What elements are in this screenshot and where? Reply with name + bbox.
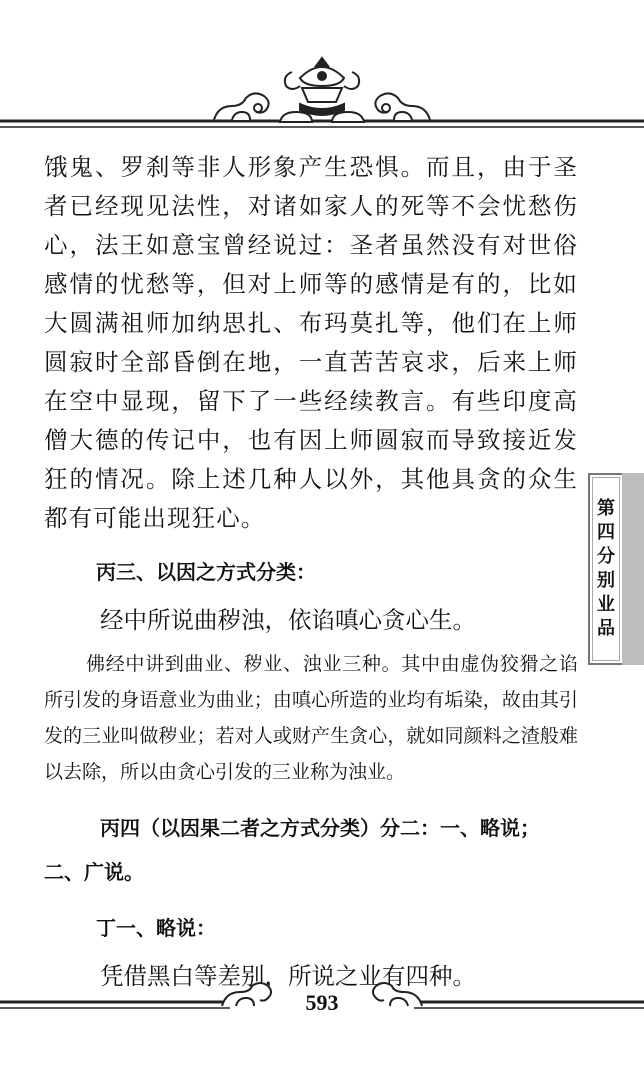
side-tab-char: 分: [597, 546, 615, 567]
dharma-wheel-emblem-icon: [280, 58, 364, 122]
root-verse: 凭借黑白等差别，所说之业有四种。: [100, 962, 476, 990]
right-cloud-scroll-icon: [375, 93, 430, 120]
chapter-side-tab: [588, 473, 622, 665]
header-rule-lines: [0, 121, 644, 127]
body-paragraph: 饿鬼、罗刹等非人形象产生恐惧。而且，由于圣者已经现见法性，对诸如家人的死等不会忧愁伤心，法王如意宝曾经说过：圣者虽然没有对世俗感情的忧愁等，但对上师等的感情是有的，比如大圆满祖师加纳思扎、布玛莫扎等，他们在上师圆寂时全部昏倒在地，一直苦苦哀求，后来上师在空中显现，留下了一些经续教言。有些印度高僧大德的传记中，也有因上师圆寂而导致接近发狂的情况。除上述几种人以外，其他具贪的众生都有可能出现狂心。: [44, 153, 578, 532]
section-heading: 丙三、以因之方式分类：: [96, 560, 316, 584]
page-number: 593: [305, 990, 339, 1015]
side-tab-char: 业: [597, 594, 615, 615]
side-tab-char: 品: [597, 618, 615, 639]
side-tab-char: 第: [597, 498, 615, 519]
left-cloud-scroll-icon: [214, 93, 269, 120]
side-tab-char: 别: [597, 570, 615, 591]
subsection-heading: 丁一、略说：: [96, 916, 216, 940]
root-verse: 经中所说曲秽浊，依谄嗔心贪心生。: [100, 606, 476, 634]
side-tab-char: 四: [597, 522, 615, 543]
header-ornament: [0, 0, 644, 140]
page-body: [44, 148, 578, 998]
section-heading: 丙四（以因果二者之方式分类）分二：一、略说；二、广说。: [44, 816, 540, 884]
commentary-paragraph: 佛经中讲到曲业、秽业、浊业三种。其中由虚伪狡猾之谄所引发的身语意业为曲业；由嗔心所造的业均有垢染，故由其引发的三业叫做秽业；若对人或财产生贪心，就如同颜料之渣般难以去除，所以由贪心引发的三业称为浊业。: [44, 653, 578, 783]
